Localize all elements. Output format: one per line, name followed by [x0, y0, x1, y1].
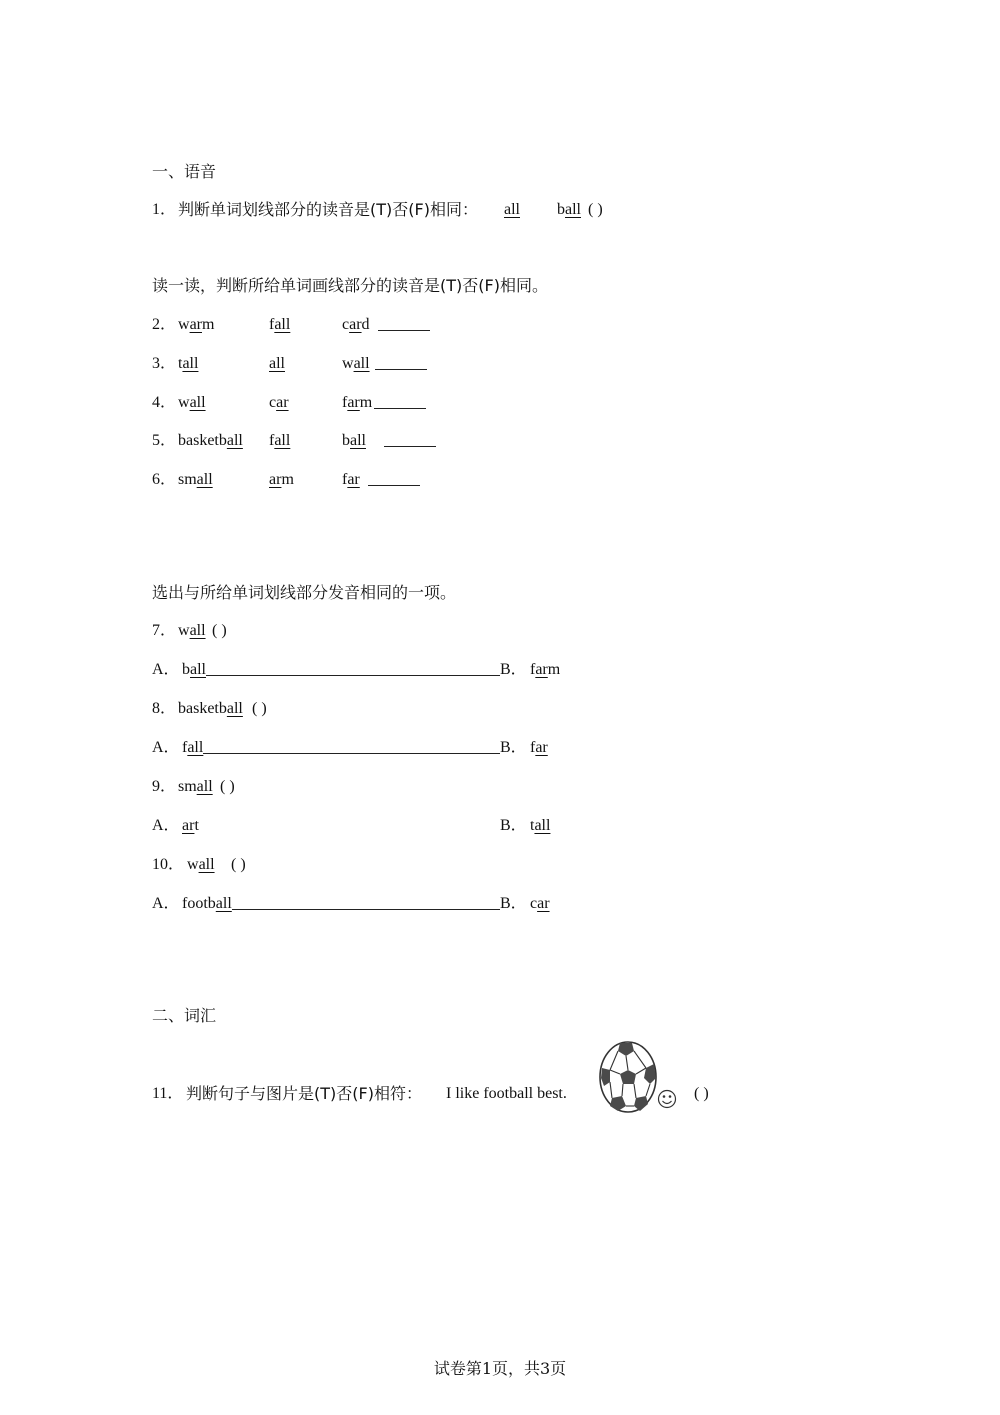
answer-paren[interactable]: ( ): [220, 778, 235, 795]
option-b-label[interactable]: B．: [500, 895, 527, 912]
question-number: 5．: [152, 432, 177, 449]
q1-word-1: all: [504, 201, 520, 218]
answer-blank[interactable]: [368, 469, 420, 486]
option-leader-line: [206, 659, 500, 676]
options-7: [152, 659, 652, 681]
question-1: [152, 199, 652, 221]
option-a-word[interactable]: fall: [182, 739, 204, 756]
option-b-word[interactable]: tall: [530, 817, 551, 834]
answer-blank[interactable]: [374, 392, 426, 409]
option-a-label[interactable]: A．: [152, 739, 180, 756]
question-9: [152, 776, 452, 798]
question-number: 7．: [152, 622, 177, 639]
q11-answer-paren[interactable]: ( ): [694, 1085, 709, 1102]
answer-blank[interactable]: [375, 353, 427, 370]
option-a-word[interactable]: art: [182, 817, 199, 834]
q11-sentence: I like football best.: [446, 1085, 567, 1102]
stem-word: wall: [178, 622, 206, 639]
option-leader-line: [203, 737, 500, 754]
question-3: [152, 353, 472, 375]
answer-paren[interactable]: ( ): [252, 700, 267, 717]
question-number: 9．: [152, 778, 177, 795]
question-number: 2．: [152, 316, 177, 333]
question-6: [152, 469, 472, 491]
question-number: 10．: [152, 856, 185, 873]
word-2: arm: [269, 471, 294, 488]
word-3: ball: [342, 432, 366, 449]
q1-number: 1．: [152, 201, 177, 218]
q11-text: 判断句子与图片是(T)否(F)相符：: [186, 1084, 422, 1103]
stem-word: small: [178, 778, 213, 795]
option-b-label[interactable]: B．: [500, 661, 527, 678]
options-9: [152, 815, 652, 837]
q1-text: 判断单词划线部分的读音是(T)否(F)相同：: [178, 200, 478, 219]
question-7: [152, 620, 452, 642]
q11-number: 11．: [152, 1085, 184, 1102]
question-10: [152, 854, 452, 876]
word-1: wall: [178, 394, 206, 411]
section2-title: 二、词汇: [152, 1006, 217, 1025]
page-footer: 试卷第1页，共3页: [433, 1359, 567, 1378]
word-3: wall: [342, 355, 370, 372]
word-1: small: [178, 471, 213, 488]
smiley-face-icon: [659, 1091, 676, 1108]
word-3: farm: [342, 394, 373, 411]
q1-word-2: ball: [557, 201, 581, 218]
question-number: 4．: [152, 394, 177, 411]
word-1: basketball: [178, 432, 243, 449]
option-a-label[interactable]: A．: [152, 661, 180, 678]
instruction-2: 选出与所给单词划线部分发音相同的一项。: [152, 583, 457, 602]
section1-title: 一、语音: [152, 162, 217, 181]
option-a-label[interactable]: A．: [152, 895, 180, 912]
word-3: card: [342, 316, 370, 333]
option-b-word[interactable]: far: [530, 739, 548, 756]
question-number: 6．: [152, 471, 177, 488]
word-2: fall: [269, 432, 291, 449]
question-2: [152, 314, 472, 336]
question-5: [152, 430, 472, 452]
q1-answer-paren[interactable]: ( ): [588, 201, 603, 218]
options-10: [152, 893, 652, 915]
option-b-word[interactable]: farm: [530, 661, 561, 678]
word-1: tall: [178, 355, 199, 372]
answer-paren[interactable]: ( ): [231, 856, 246, 873]
answer-blank[interactable]: [384, 430, 436, 447]
option-leader-line: [232, 893, 500, 910]
question-number: 8．: [152, 700, 177, 717]
word-2: car: [269, 394, 289, 411]
options-8: [152, 737, 652, 759]
option-a-word[interactable]: ball: [182, 661, 206, 678]
stem-word: basketball: [178, 700, 243, 717]
question-4: [152, 392, 472, 414]
word-2: all: [269, 355, 285, 372]
word-1: warm: [178, 316, 215, 333]
instruction-1: 读一读，判断所给单词画线部分的读音是(T)否(F)相同。: [152, 276, 548, 295]
word-2: fall: [269, 316, 291, 333]
word-3: far: [342, 471, 360, 488]
option-b-label[interactable]: B．: [500, 817, 527, 834]
answer-blank[interactable]: [378, 314, 430, 331]
option-a-word[interactable]: football: [182, 895, 232, 912]
question-number: 3．: [152, 355, 177, 372]
option-b-word[interactable]: car: [530, 895, 550, 912]
soccer-ball-icon: [598, 1040, 680, 1116]
option-b-label[interactable]: B．: [500, 739, 527, 756]
question-8: [152, 698, 452, 720]
answer-paren[interactable]: ( ): [212, 622, 227, 639]
option-a-label[interactable]: A．: [152, 817, 180, 834]
soccer-ball-image: [598, 1040, 680, 1116]
stem-word: wall: [187, 856, 215, 873]
